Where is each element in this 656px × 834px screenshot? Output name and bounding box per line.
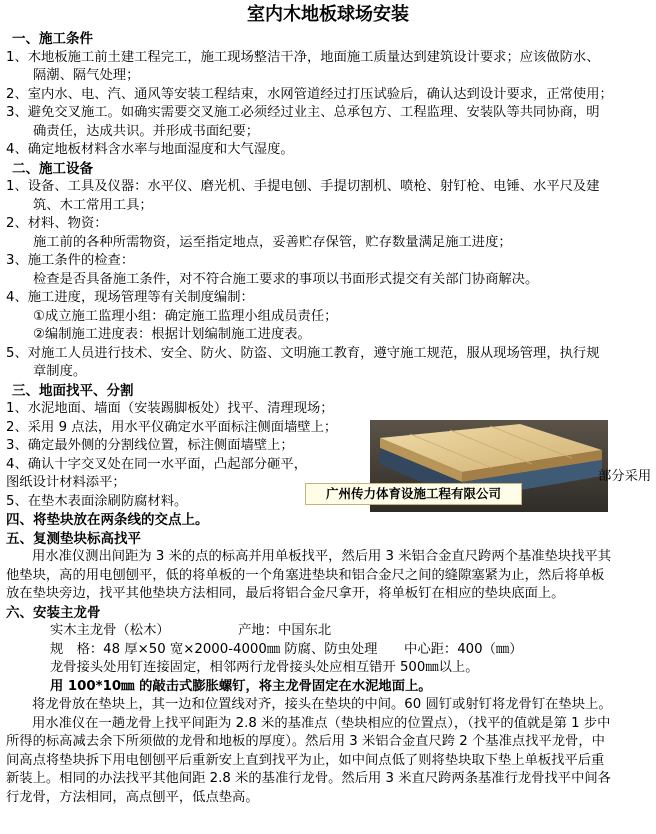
s2-item-1b: 筑、木工常用工具；: [33, 197, 153, 213]
s6-bold-line: 用 100*10㎜ 的敲击式膨胀螺钉，将主龙骨固定在水泥地面上。: [50, 678, 432, 694]
s2-item-3b: 检查是否具备施工条件，对不符合施工要求的事项以书面形式提交有关部门协商解决。: [33, 271, 539, 287]
s6-line-1: 将龙骨放在垫块上，其一边和位置线对齐，接头在垫块的中间。60 圆钉或射钉将龙骨钉在垫块上。: [32, 697, 612, 712]
s3-item-4b: 图纸设计材料添平；: [6, 475, 126, 490]
section-heading-1: 一、施工条件: [12, 31, 93, 47]
s2-item-2b: 施工前的各种所需物资，运至指定地点，妥善贮存保管，贮存数量满足施工进度；: [33, 234, 512, 250]
s1-item-1b: 隔潮、隔气处理；: [33, 68, 140, 83]
photo-caption: 广州传力体育设施工程有限公司: [305, 483, 522, 505]
s1-item-3a: 3、避免交叉施工。如确实需要交叉施工必须经过业主、总承包方、工程监理、安装队等共同协商，明: [6, 105, 600, 120]
s3-item-4: 4、确认十字交叉处在同一水平面，凸起部分砸平，: [6, 456, 307, 472]
s5-line-1: 用水准仪测出间距为 3 米的点的标高并用单板找平，然后用 3 米铝合金直尺跨两个基准垫块找平其: [32, 549, 611, 564]
s6-spec-2: 规 格：48 厚×50 宽×2000-4000㎜ 防腐、防虫处理 中心距：400（㎜）: [50, 641, 523, 657]
s2-item-4b: ①成立施工监理小组：确定施工监理小组成员责任；: [33, 308, 338, 324]
s3-item-1: 1、水泥地面、墙面（安装踢脚板处）找平、清理现场；: [6, 401, 334, 416]
s3-item-4-tail: 部分采用: [598, 469, 652, 484]
section-heading-4: 四、将垫块放在两条线的交点上。: [6, 512, 209, 528]
s6-spec-1-label: 实木主龙骨（松木）: [50, 623, 170, 638]
s3-item-3: 3、确定最外侧的分割线位置，标注侧面墙壁上；: [6, 438, 294, 453]
s6-line-5: 新装上。相同的办法找平其他间距 2.8 米的基准行龙骨。然后用 3 米直尺跨两条基准行龙骨找平中间各: [6, 771, 611, 786]
s6-line-4: 间高点将垫块拆下用电刨刨平后重新安上直到找平为止，如中间点低了则将垫块取下垫上单板找平后重: [6, 752, 605, 768]
s2-item-2: 2、材料、物资：: [6, 216, 108, 231]
s1-item-1a: 1、木地板施工前土建工程完工，施工现场整洁干净，地面施工质量达到建筑设计要求；应该做防水、: [6, 49, 600, 65]
s6-spec-3: 龙骨接头处用钉连接固定，相邻两行龙骨接头处应相互错开 500㎜以上。: [50, 660, 479, 675]
s5-line-3: 放在垫块旁边，找平其他垫块方法相同，最后将铝合金尺拿开，将单板钉在相应的垫块底面上。: [6, 586, 565, 601]
page-title: 室内木地板球场安装: [247, 4, 409, 25]
section-heading-6: 六、安装主龙骨: [6, 604, 101, 621]
s1-item-3b: 确责任，达成共识。并形成书面纪要；: [33, 123, 260, 139]
s5-line-2: 他垫块，高的用电刨刨平，低的将单板的一个角塞进垫块和铝合金尺之间的缝隙塞紧为止，然后将单板: [6, 567, 605, 583]
section-heading-5: 五、复测垫块标高找平: [6, 530, 141, 547]
s2-item-5b: 章制度。: [33, 364, 87, 379]
s2-item-4: 4、施工进度，现场管理等有关制度编制：: [6, 290, 254, 305]
s2-item-5a: 5、对施工人员进行技术、安全、防火、防盗、文明施工教育，遵守施工规范，服从现场管理，执行规: [6, 345, 600, 361]
section-heading-2: 二、施工设备: [12, 160, 93, 177]
s2-item-1a: 1、设备、工具及仪器：水平仪、磨光机、手提电刨、手提切割机、喷枪、射钉枪、电锤、水平尺及建: [6, 179, 600, 194]
s1-item-4: 4、确定地板材料含水率与地面湿度和大气湿度。: [6, 142, 294, 157]
s3-item-5: 5、在垫木表面涂刷防腐材料。: [6, 493, 188, 509]
s6-spec-1-origin: 产地：中国东北: [238, 623, 332, 638]
section-heading-3: 三、地面找平、分割: [12, 382, 134, 399]
s1-item-2: 2、室内水、电、汽、通风等安装工程结束，水网管道经过打压试验后，确认达到设计要求，正常使用；: [6, 86, 613, 102]
s6-line-6: 行龙骨，方法相同，高点刨平，低点垫高。: [6, 789, 259, 805]
s2-item-3: 3、施工条件的检查：: [6, 253, 135, 268]
s6-spec-1: [6, 622, 650, 641]
s3-item-2: 2、采用 9 点法，用水平仪确定水平面标注侧面墙壁上；: [6, 419, 338, 435]
document-body: [0, 30, 656, 807]
s2-item-4c: ②编制施工进度表：根据计划编制施工进度表。: [33, 327, 311, 342]
s6-line-3: 所得的标高减去余下所须做的龙骨和地板的厚度）。然后用 3 米铝合金直尺跨 2 个基准点找平龙骨，中: [6, 734, 605, 749]
s6-line-2: 用水准仪在一趟龙骨上找平间距为 2.8 米的基准点（垫块相应的位置点），（找平的值就是第 1 步中: [32, 715, 611, 731]
